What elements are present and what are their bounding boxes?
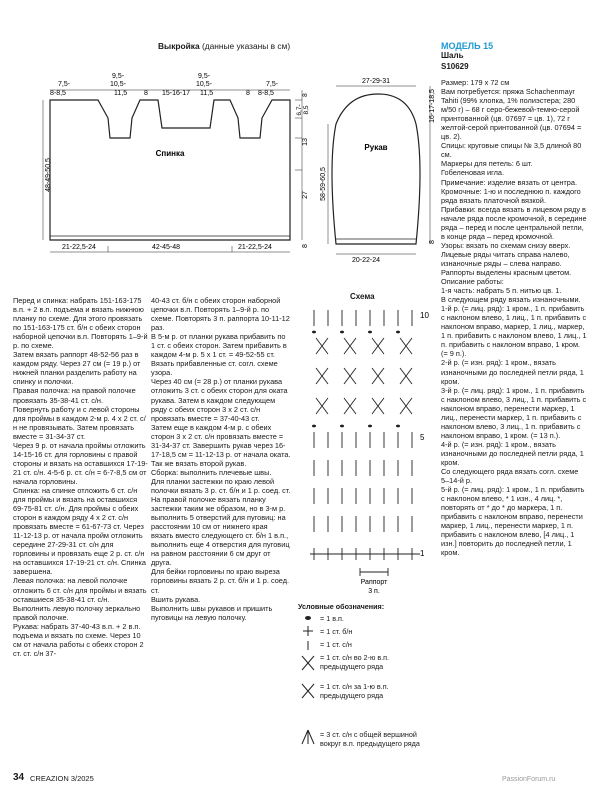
sleeve-top-dim: 27-29-31 [362,78,391,85]
schema-title: Схема [350,292,375,301]
instructions-column-3: Размер: 179 x 72 см Вам потребуется: пряжа Schachenmayr Tahiti (99% хлопка, 1% полиэстера; 280 м/50 г) – 68 г серо-бежевой-темно-серой принтованной (цв. 07697 = цв. 1), 72 г желтой-серой принтованной (цв. 07694 = цв. 2). Спицы: круговые спицы № 3,5 длиной 80 см. Маркеры для петель: 6 шт. Гобеленовая игла. Примечание: изделие вязать от центра. Кромочные: 1-ю и последнюю п. каждого ряда вязать платочной вязкой. Прибавки: всегда вязать в лицевом ряду в начале ряда после кромочной, в середине ряда – перед и после центральной петли, в конце ряда – перед кромочной. Узоры: вязать по схемам снизу вверх. Лицевые ряды читать справа налево, изнаночные ряды – слева направо. Раппорты выделены красным цветом. Описание работы: 1-я часть: набрать 5 п. нитью цв. 1. В следующем ряду вязать изнаночными. 1-й р. (= лиц. ряд): 1 кром., 1 п. прибавить с наклоном влево, 1 лиц., 1 п. прибавить с наклоном вправо, маркер, 1 лиц., маркер, 1 п. прибавить с наклоном влево, 1 лиц., 1 п. прибавить с наклоном вправо, 1 кром. (= 9 п.). 2-й р. (= изн. ряд): 1 кром., вязать изнаночными до последней петли ряда, 1 кром. 3-й р. (= лиц. ряд): 1 кром., 1 п. прибавить с наклоном влево, 3 лиц., 1 п. прибавить с наклоном вправо, перенести маркер, 1 лиц., перенести маркер, 1 п. прибавить с наклоном влево, 3 лиц., 1 п. прибавить с наклоном вправо, 1 кром. (= 13 п.). 4-й р. (= изн. ряд): 1 кром., вязать изнаночными до последней петли ряда, 1 кром. Со следующего ряда вязать согл. схеме 5–14-й р. 5-й р. (= лиц. ряд): 1 кром., 1 п. прибавить с наклоном влево, * 1 изн., 4 лиц. *, повторять от * до * до маркера, 1 п. прибавить с наклоном вправо, перенести маркер, 1 лиц., перенести маркер, 1 п. прибавить с наклоном влево, [4 лиц., 1 изн.] повторить до последней петли, 1 кром. [441,78,587,558]
bottom-dim: 42-45-48 [152,244,181,251]
model-title: МОДЕЛЬ 15 [441,41,494,51]
watermark: PassionForum.ru [502,776,556,783]
crochet-chart [300,302,440,622]
top-dim: 11,5 [200,90,214,97]
model-code: S10629 [441,62,469,71]
legend-title: Условные обозначения: [298,602,385,611]
row-number: 10 [420,311,429,320]
top-dim: 15-16-17 [162,90,191,97]
top-dim: 8 [246,90,250,97]
top-dim: 7,5- [266,81,279,88]
magazine-name: CREAZION 3/2025 [30,774,94,783]
right-dim: 27 [302,191,309,199]
legend-item: = 3 ст. с/н с общей вершиной вокруг в.п. предыдущего ряда [320,730,420,748]
right-dim: 6,7- [296,104,303,116]
legend-item: = 1 ст. с/н [320,640,352,649]
top-dim: 11,5 [114,90,128,97]
pattern-title: Выкройка (данные указаны в см) [158,41,291,51]
top-dim: 8 [144,90,148,97]
top-dim: 8-8,5 [258,90,274,97]
instructions-column-1: Перед и спинка: набрать 151-163-175 в.п. + 2 в.п. подъема и вязать нижнюю планку по схеме. Для этого провязать по 151-163-175 ст. б/н с обеих сторон наборной цепочки в.п. Повторять 1–9-й р. по схеме. Затем вязать раппорт 48-52-56 раз в каждом ряду. Через 27 см (= 19 р.) от нижней планки разделить работу на спинку и полочки. Правая полочка: на правой полочке провязать 35-38-41 ст. с/н. Повернуть работу и с левой стороны для проймы в каждом 2-м р. 4 x 2 ст. с/н не провязывать. Затем провязать вместе = 31-34-37 ст. Через 9 р. от начала проймы отложить 14-15-16 ст. для горловины с правой стороны и вязать на оставшихся 17-19-21 ст. с/н. 4-5-6 р. ст. с/н = 6-7-8,5 см от начала горловины. Спинка: на спинке отложить 6 ст. с/н для проймы и вязать на оставшихся 69-75-81 ст. с/н. Для проймы с обеих сторон в каждом ряду 4 x 2 ст. с/н провязать вместе = 61-67-73 ст. Через 11-12-13 р. от начала пройм отложить середине 27-29-31 ст. с/н для горловины и провязать еще 2 р. ст. с/н на оставшихся 17-19-21 ст. с/н. Спинка завершена. Левая полочка: на левой полочке отложить 6 ст. с/н для проймы и вязать оставшиеся 35-38-41 ст. с/н. Выполнить левую полочку зеркально правой полочке. Рукава: набрать 37-40-43 в.п. + 2 в.п. подъема и вязать по схеме. Через 10 см от начала работы с обеих сторон 2 ст. ст. с/н 37- [13,296,148,658]
instructions-column-2: 40-43 ст. б/н с обеих сторон наборной цепочки в.п. Повторять 1–9-й р. по схеме. Повторять 3 п. раппорта 10-11-12 раз. В 5-м р. от планки рукава прибавить по 1 ст. с обеих сторон. Затем прибавить в каждом 4-м р. 5 x 1 ст. = 49-52-55 ст. Вязать прибавленные ст. согл. схеме узора. Через 40 см (= 28 р.) от планки рукава отложить 3 ст. с обеих сторон для оката рукава. Затем в каждом следующем ряду с обеих сторон 3 x 2 ст. с/н провязать вместе = 37-40-43 ст. Затем еще в каждом 4-м р. с обеих сторон 3 x 2 ст. с/н провязать вместе = 31-34-37 ст. Завершить рукав через 16-17-18,5 см = 11-12-13 р. от начала оката. Так же вязать второй рукав. Сборка: выполнить плечевые швы. Для планки застежки по краю левой полочки вязать 3 р. ст. б/н и 1 р. соед. ст. На правой полочке вязать планку застежки таким же образом, но в 3-м р. выполнить 5 отверстий для пуговиц: на расстоянии 10 см от нижнего края вязать вместо следующего ст. б/н 1 в.п., выполнить еще 4 отверстия для пуговиц на равном расстоянии 6 см друг от друга. Для бейки горловины по краю выреза горловины вязать 2 р. ст. б/н и 1 р. соед. ст. Вшить рукава. Выполнить швы рукавов и пришить пуговицы на левую полочку. [151,296,291,622]
sleeve-base-dim: 8 [429,240,436,244]
top-dim: 10,5- [196,81,212,88]
page-number: 34 [13,772,25,783]
legend-symbols [298,612,320,762]
bottom-dim: 21-22,5-24 [238,244,272,251]
legend-item: = 1 ст. б/н [320,627,353,636]
legend-item: = 1 ст. с/н во 2-ю в.п. предыдущего ряда [320,653,390,671]
sleeve-pattern-diagram [318,78,438,264]
legend-item: = 1 ст. с/н за 1-ю в.п. предыдущего ряда [320,682,389,700]
back-label: Спинка [155,149,185,158]
repeat-label: Раппорт [360,579,388,586]
right-dim: 13 [302,138,309,146]
sleeve-label: Рукав [364,143,388,152]
top-dim: 9,5- [198,73,211,80]
right-dim: 8 [302,244,309,248]
sleeve-bottom-dim: 20-22-24 [352,257,381,264]
back-pattern-diagram [40,70,330,260]
right-dim: 8 [302,93,309,97]
row-number: 5 [420,433,425,442]
top-dim: 9,5- [112,73,125,80]
back-length-dim: 48-49-50,5 [45,158,52,192]
top-dim: 8-8,5 [50,90,66,97]
bottom-dim: 21-22,5-24 [62,244,96,251]
model-name: Шаль [441,51,464,60]
row-number: 1 [420,549,425,558]
sleeve-length-dim: 58-59-60,5 [320,167,327,201]
top-dim: 7,5- [58,81,71,88]
top-dim: 10,5- [110,81,126,88]
sleeve-cap-dim: 16-17-18,5 [429,89,436,123]
repeat-value: 3 п. [368,588,380,595]
legend-item: = 1 в.п. [320,614,344,623]
right-dim: 8,5 [303,105,310,115]
